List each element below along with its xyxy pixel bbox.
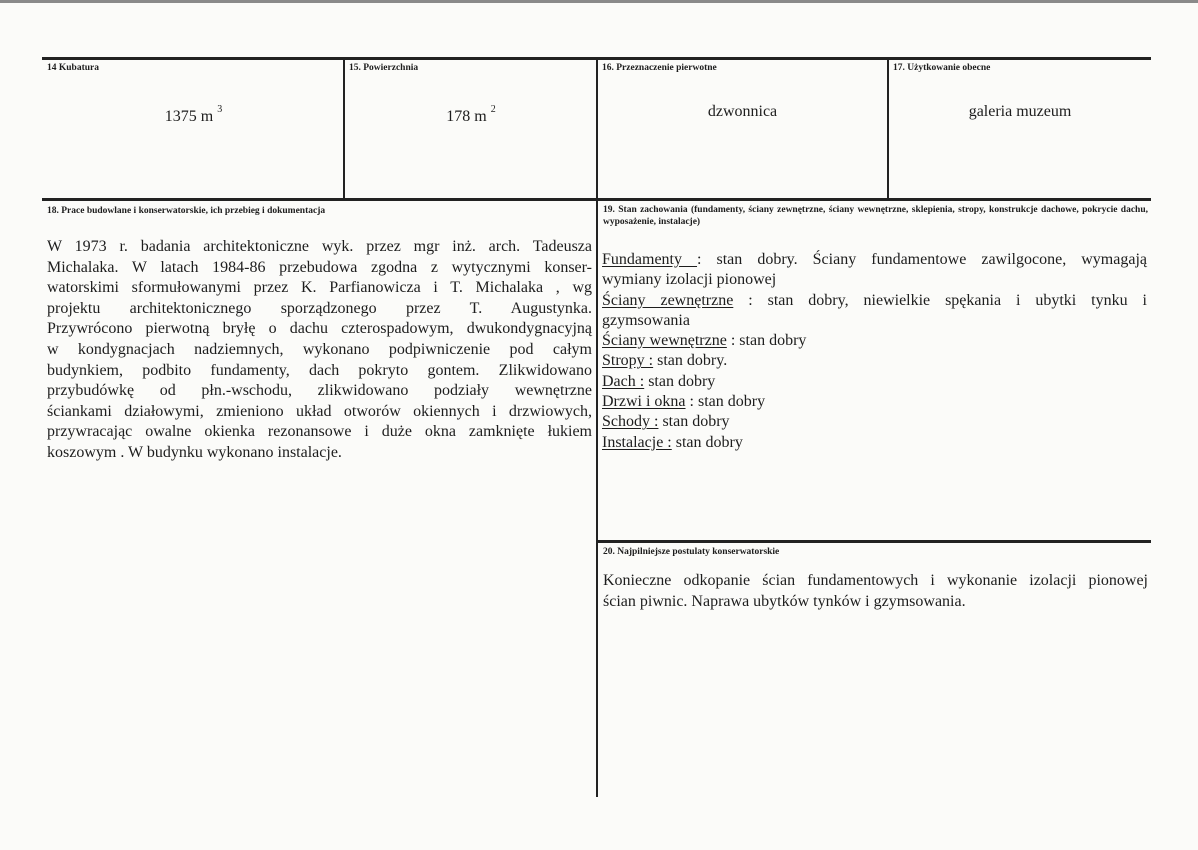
divider-main: [596, 57, 598, 797]
field-16-value: dzwonnica: [707, 103, 778, 120]
field-19-label: 19. Stan zachowania (fundamenty, ściany zewnętrzne, ściany wewnętrzne, sklepienia, stropy, konstrukcje dachowe, pokrycie dachu, wyposażenie, instalacje): [603, 205, 1148, 227]
text-line: projektu architektonicznego sporządzonego przez T. Augustynka.: [47, 299, 592, 317]
condition-item: [602, 250, 1147, 270]
field-16-label: 16. Przeznaczenie pierwotne: [602, 63, 717, 73]
condition-term: Instalacje :: [602, 433, 672, 451]
field-15-label: 15. Powierzchnia: [349, 63, 419, 73]
text-line: ścian piwnic. Naprawa ubytków tynków i gzymsowania.: [603, 592, 966, 610]
condition-text: : stan dobry, niewielkie spękania i ubytki tynku i: [733, 291, 1147, 309]
condition-item: [602, 291, 1147, 311]
text-line: watorskimi sformułowanymi przez K. Parfianowicza i T. Michalaka , wg: [47, 279, 592, 297]
field-17-value: galeria muzeum: [968, 103, 1072, 120]
field-15-value: 178 m $^2$: [446, 104, 496, 125]
text-line: budynkiem, podbito fundamenty, dach pokryto gontem. Zlikwidowano: [47, 361, 592, 379]
field-20-text: [603, 571, 1148, 612]
field-14-label: 14 Kubatura: [47, 63, 99, 73]
condition-term: Dach :: [602, 372, 645, 390]
text-line: ściankami działowymi, zmieniono układ otworów okiennych i drzwiowych,: [47, 402, 592, 420]
condition-text: : stan dobry: [685, 393, 766, 411]
condition-term: Fundamenty: [602, 251, 698, 268]
text-line: Michalaka. W latach 1984-86 przebudowa zgodna z wytycznymi konser-: [47, 258, 592, 276]
field-19-conditions: [602, 250, 1147, 453]
divider-16-17: [887, 57, 889, 200]
condition-item: [602, 412, 1147, 432]
condition-term: Stropy :: [602, 352, 654, 370]
divider-14-15: [343, 57, 345, 200]
condition-text: stan dobry.: [653, 352, 728, 370]
scan-top-edge: [0, 0, 1198, 3]
condition-text: stan dobry: [644, 372, 716, 390]
condition-item: [602, 433, 1147, 453]
text-line: Przywrócono pierwotną bryłę o dachu czterospadowym, dwukondygnacyjną: [47, 320, 592, 338]
condition-item: [602, 392, 1147, 412]
text-line: W 1973 r. badania architektoniczne wyk. przez mgr inż. arch. Tadeusza: [47, 238, 592, 255]
text-line: przybudówkę od płn.-wschodu, zlikwidowano podziały wewnętrzne: [47, 382, 592, 400]
condition-text: : stan dobry: [726, 332, 807, 350]
text-line: Konieczne odkopanie ścian fundamentowych i wykonanie izolacji pionowej: [603, 572, 1148, 589]
text-line: koszowym . W budynku wykonano instalacje.: [47, 443, 342, 461]
condition-continuation: wymiany izolacji pionowej: [602, 271, 777, 289]
field-17-label: 17. Użytkowanie obecne: [893, 63, 991, 73]
condition-term: Ściany zewnętrzne: [602, 291, 734, 309]
condition-text: stan dobry: [671, 433, 743, 451]
field-18-text: [47, 237, 592, 464]
text-line: w kondygnacjach nadziemnych, wykonano podpiwniczenie pod całym: [47, 340, 592, 358]
condition-item: [602, 331, 1147, 351]
field-14-value: 1375 m $^3$: [164, 104, 223, 125]
right-section-border: [597, 540, 1151, 543]
condition-term: Schody :: [602, 413, 659, 431]
text-line: przywracając owalne okienka rezonansowe i duże okna zamknięte łukiem: [47, 423, 592, 441]
field-20-label: 20. Najpilniejsze postulaty konserwatorskie: [603, 547, 780, 557]
condition-term: Drzwi i okna: [602, 393, 686, 411]
condition-item: [602, 351, 1147, 371]
condition-term: Ściany wewnętrzne: [602, 332, 727, 350]
condition-text: stan dobry: [658, 413, 730, 431]
condition-text: : stan dobry. Ściany fundamentowe zawilgocone, wymagają: [697, 251, 1147, 268]
field-18-label: 18. Prace budowlane i konserwatorskie, ich przebieg i dokumentacja: [47, 206, 326, 216]
condition-continuation: gzymsowania: [602, 311, 690, 329]
condition-item: [602, 372, 1147, 392]
